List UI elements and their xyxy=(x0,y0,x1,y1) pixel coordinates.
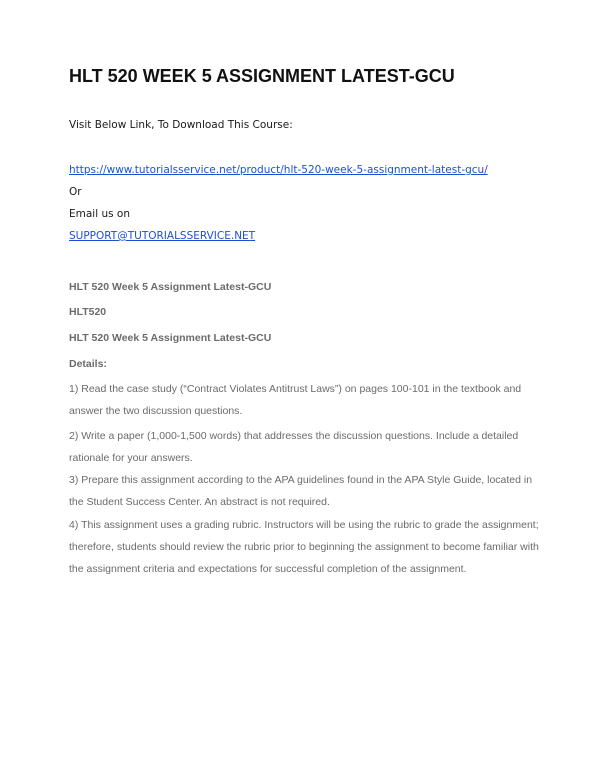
details-label: Details: xyxy=(69,358,107,370)
course-code: HLT520 xyxy=(69,306,107,318)
assignment-heading: HLT 520 Week 5 Assignment Latest-GCU xyxy=(69,281,272,293)
detail-item-4: 4) This assignment uses a grading rubric. Instructors will be using the rubric to grade the assignment; therefore, students should review the rubric prior to beginning the assignment to become familiar with the assignment criteria and expectations for successful completion of the assignment. xyxy=(69,519,539,575)
detail-item-1: 1) Read the case study (“Contract Violates Antitrust Laws”) on pages 100-101 in the textbook and answer the two discussion questions. xyxy=(69,383,522,417)
document-title: HLT 520 WEEK 5 ASSIGNMENT LATEST-GCU xyxy=(69,66,455,86)
or-text: Or xyxy=(69,186,82,198)
detail-item-2: 2) Write a paper (1,000-1,500 words) that addresses the discussion questions. Include a detailed rationale for your answers. xyxy=(69,430,519,464)
support-email-link[interactable]: SUPPORT@TUTORIALSSERVICE.NET xyxy=(69,230,256,242)
course-download-link[interactable]: https://www.tutorialsservice.net/product/hlt-520-week-5-assignment-latest-gcu/ xyxy=(69,164,488,176)
assignment-subheading: HLT 520 Week 5 Assignment Latest-GCU xyxy=(69,332,272,344)
visit-text: Visit Below Link, To Download This Course: xyxy=(69,119,293,131)
detail-item-3: 3) Prepare this assignment according to the APA guidelines found in the APA Style Guide, located in the Student Success Center. An abstract is not required. xyxy=(69,474,533,508)
email-us-text: Email us on xyxy=(69,208,131,220)
